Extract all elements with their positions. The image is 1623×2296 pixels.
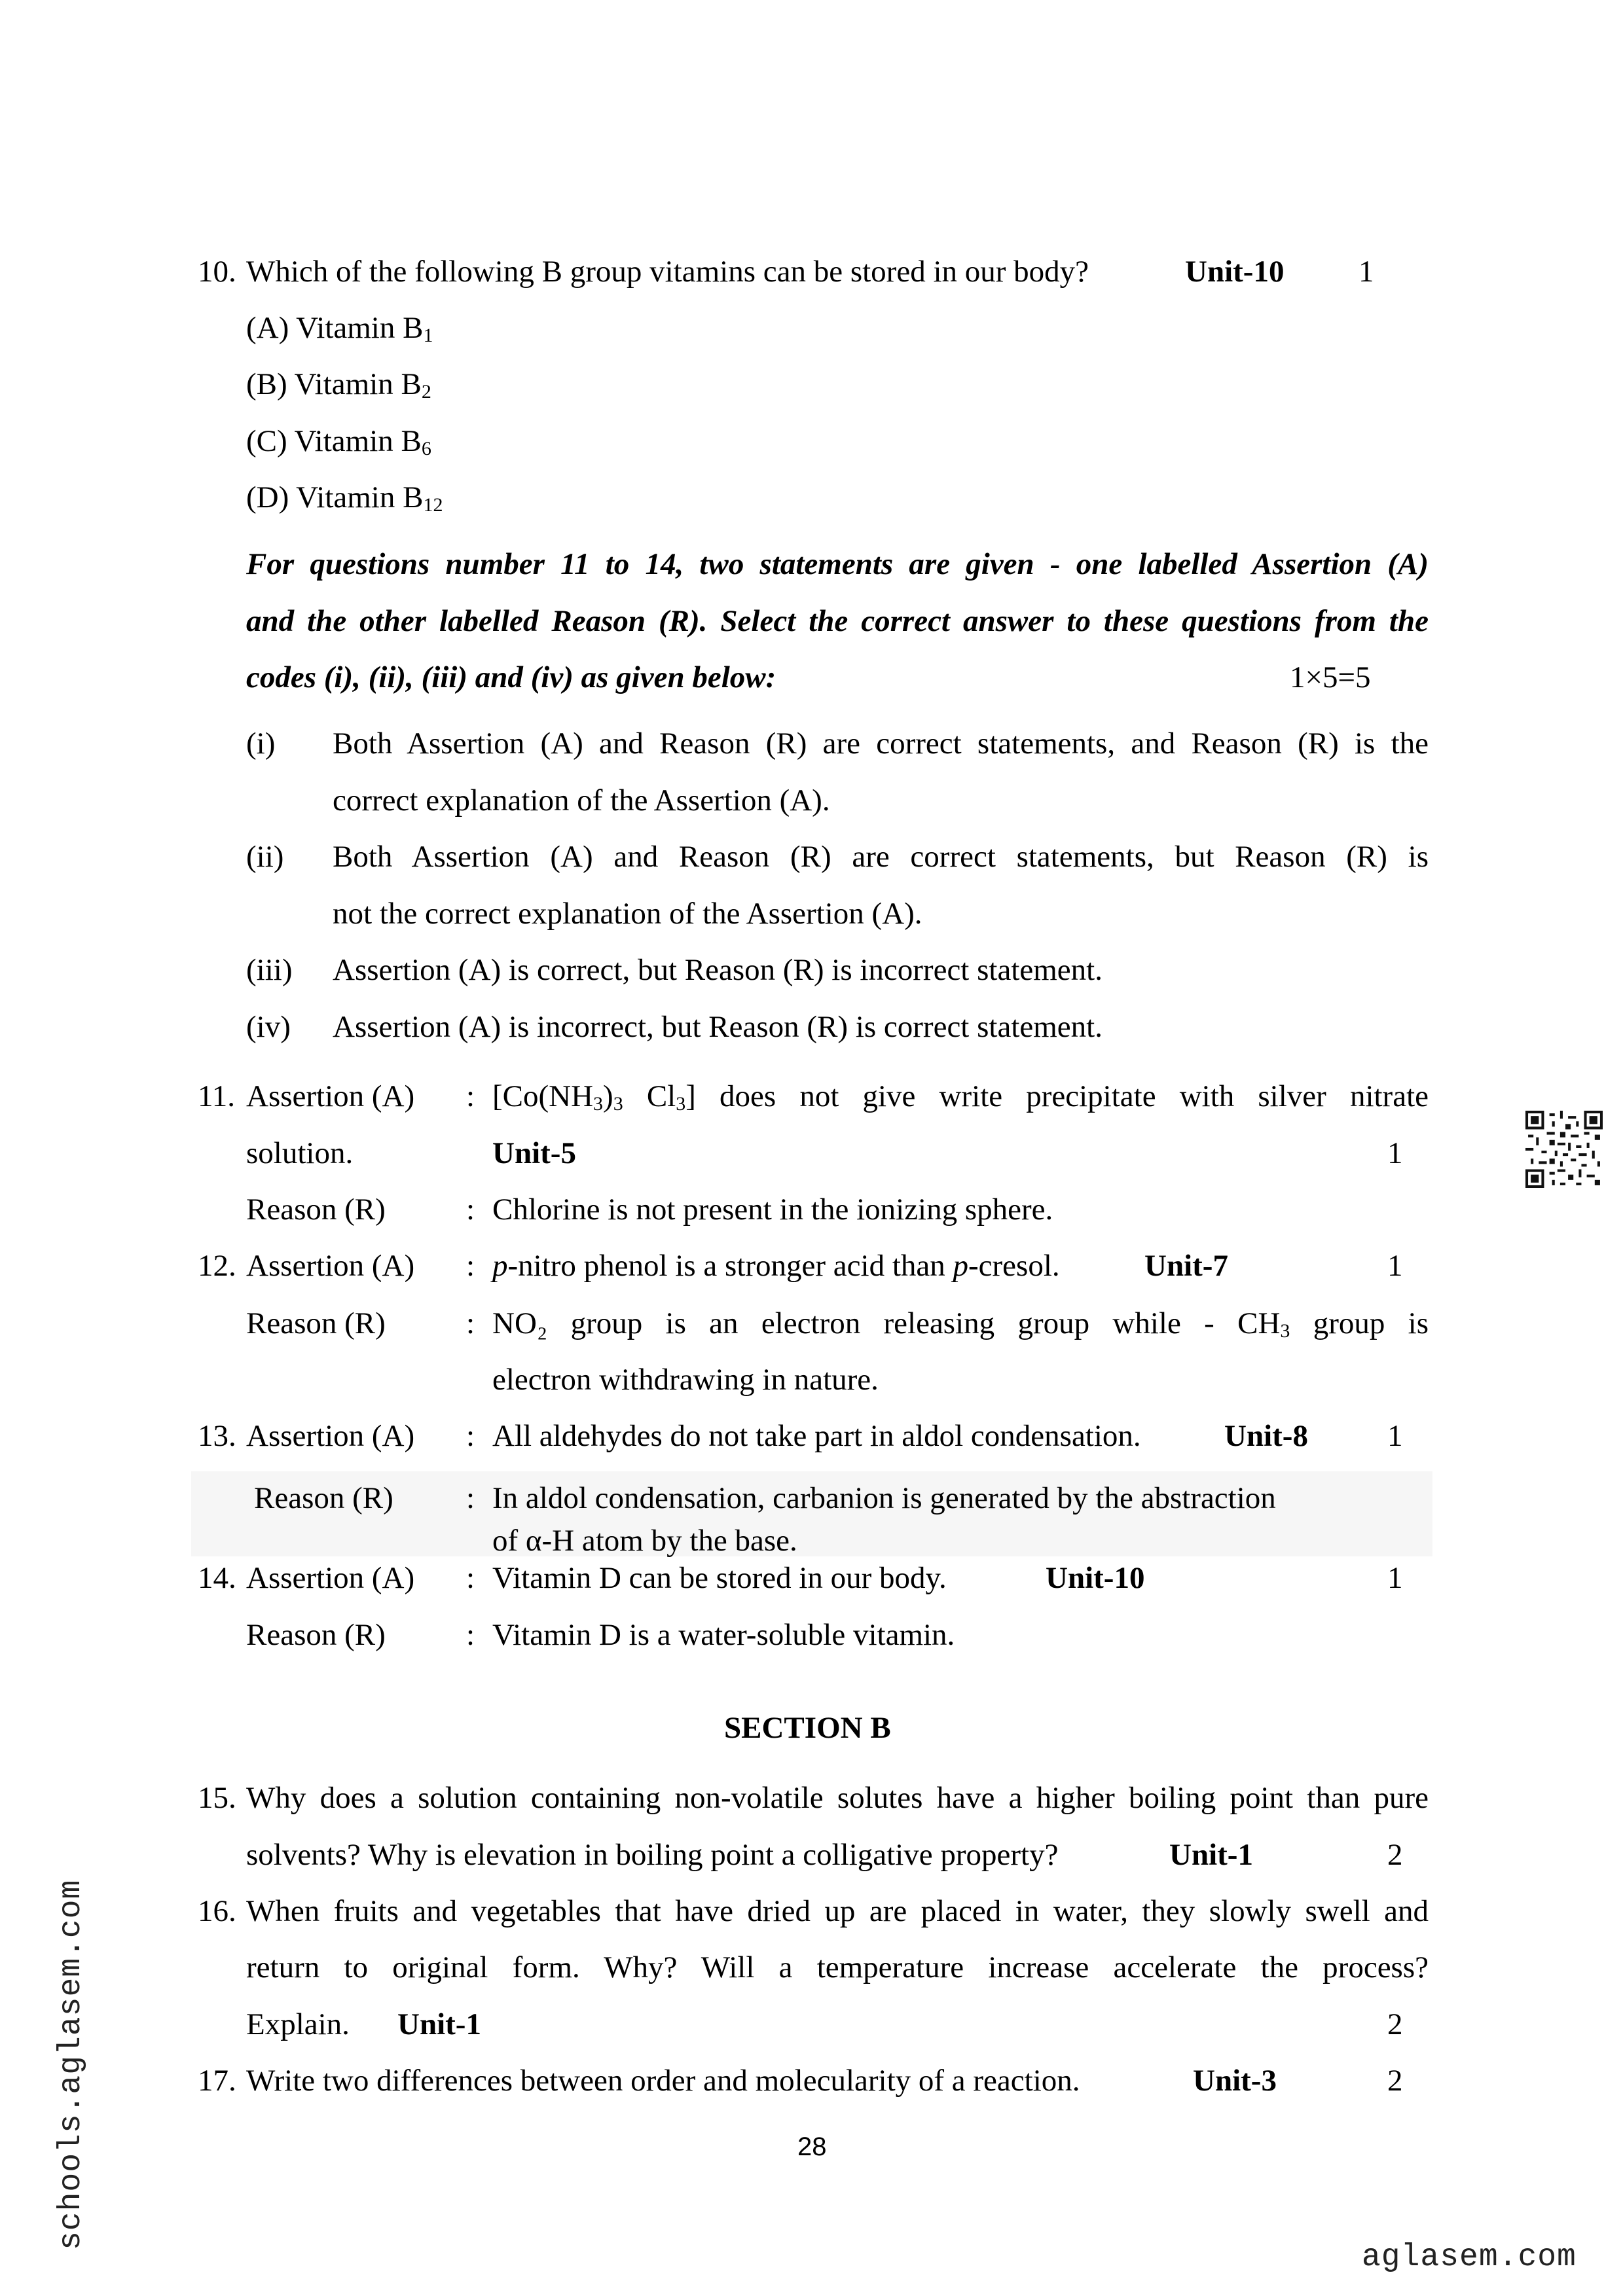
- q14-reason-label: Reason (R): [246, 1618, 386, 1652]
- q12-reason-line2: electron withdrawing in nature.: [492, 1363, 879, 1397]
- q11-assertion-colon: :: [466, 1079, 475, 1113]
- q17-marks: 2: [1387, 2064, 1403, 2098]
- q11-assertion-line2: solution.: [246, 1136, 354, 1170]
- code-i-number: (i): [246, 726, 276, 761]
- q16-line2: return to original form. Why? Will a temperature increase accelerate the process?: [246, 1950, 1429, 1984]
- q16-marks: 2: [1387, 2007, 1403, 2041]
- q17-text: Write two differences between order and molecularity of a reaction.: [246, 2064, 1080, 2098]
- q14-assertion-text: Vitamin D can be stored in our body.: [492, 1561, 947, 1595]
- code-iii-number: (iii): [246, 953, 293, 987]
- code-iv-line1: Assertion (A) is incorrect, but Reason (R) is correct statement.: [333, 1010, 1103, 1044]
- instructions-line1: For questions number 11 to 14, two statements are given - one labelled Assertion (A): [246, 547, 1429, 581]
- instructions-line3: codes (i), (ii), (iii) and (iv) as given below:: [246, 660, 776, 694]
- q15-line1: Why does a solution containing non-volatile solutes have a higher boiling point than pure: [246, 1781, 1429, 1815]
- code-ii-line2: not the correct explanation of the Assertion (A).: [333, 897, 922, 931]
- q12-assertion-text: p-nitro phenol is a stronger acid than p-cresol.: [492, 1249, 1060, 1283]
- q11-number: 11.: [198, 1079, 236, 1113]
- code-iii-line1: Assertion (A) is correct, but Reason (R) is incorrect statement.: [333, 953, 1103, 987]
- q10-option-a: (A) Vitamin $B_1$: [246, 311, 433, 346]
- q14-assertion-label: Assertion (A): [246, 1561, 415, 1595]
- q15-unit: Unit-1: [1169, 1838, 1253, 1872]
- instructions-marks: 1×5=5: [1290, 660, 1371, 694]
- q14-number: 14.: [198, 1561, 236, 1595]
- q12-unit: Unit-7: [1144, 1249, 1228, 1283]
- code-iv-number: (iv): [246, 1010, 291, 1044]
- q11-assertion-text: [$Co(NH_3)_3$ $Cl_3$] does not give write precipitate with silver nitrate: [492, 1079, 1429, 1115]
- page-number: 28: [797, 2132, 827, 2161]
- q13-unit: Unit-8: [1224, 1419, 1308, 1453]
- q16-number: 16.: [198, 1894, 236, 1928]
- q17-number: 17.: [198, 2064, 236, 2098]
- q13-marks: 1: [1387, 1419, 1403, 1453]
- q11-reason-colon: :: [466, 1193, 475, 1227]
- instructions-line2: and the other labelled Reason (R). Select the correct answer to these questions from the: [246, 604, 1429, 638]
- q13-reason-line2: of α-H atom by the base.: [492, 1524, 797, 1558]
- q11-reason-text: Chlorine is not present in the ionizing sphere.: [492, 1193, 1053, 1227]
- q16-unit: Unit-1: [397, 2007, 481, 2041]
- q11-assertion-label: Assertion (A): [246, 1079, 415, 1113]
- q16-line3: Explain.: [246, 2007, 350, 2041]
- q13-assertion-colon: :: [466, 1419, 475, 1453]
- q10-number: 10.: [198, 255, 236, 289]
- q12-assertion-label: Assertion (A): [246, 1249, 415, 1283]
- q11-marks: 1: [1387, 1136, 1403, 1170]
- q10-option-d: (D) Vitamin $B_{12}$: [246, 480, 443, 516]
- watermark-side: schools.aglasem.com: [54, 1879, 89, 2250]
- q13-number: 13.: [198, 1419, 236, 1453]
- qr-code-icon: [1525, 1111, 1603, 1188]
- q12-assertion-colon: :: [466, 1249, 475, 1283]
- q13-assertion-text: All aldehydes do not take part in aldol condensation.: [492, 1419, 1141, 1453]
- section-b-heading: SECTION B: [724, 1711, 891, 1745]
- code-ii-number: (ii): [246, 840, 284, 874]
- q11-reason-label: Reason (R): [246, 1193, 386, 1227]
- q11-unit: Unit-5: [492, 1136, 576, 1170]
- q15-line2: solvents? Why is elevation in boiling point a colligative property?: [246, 1838, 1059, 1872]
- q12-number: 12.: [198, 1249, 236, 1283]
- q16-line1: When fruits and vegetables that have dried up are placed in water, they slowly swell and: [246, 1894, 1429, 1928]
- q14-reason-colon: :: [466, 1618, 475, 1652]
- q10-text: Which of the following B group vitamins can be stored in our body?: [246, 255, 1089, 289]
- watermark-bottom: aglasem.com: [1362, 2240, 1577, 2275]
- q14-marks: 1: [1387, 1561, 1403, 1595]
- q13-reason-colon: :: [466, 1481, 475, 1515]
- code-i-line2: correct explanation of the Assertion (A).: [333, 783, 830, 817]
- q12-reason-text: NO₂ group is an electron releasing group while - $CH_3$ group is: [492, 1306, 1429, 1342]
- code-i-line1: Both Assertion (A) and Reason (R) are correct statements, and Reason (R) is the: [333, 726, 1429, 761]
- q12-marks: 1: [1387, 1249, 1403, 1283]
- q12-reason-colon: :: [466, 1306, 475, 1340]
- q13-reason-line1: In aldol condensation, carbanion is generated by the abstraction: [492, 1481, 1276, 1515]
- q10-option-c: (C) Vitamin $B_6$: [246, 424, 431, 459]
- q13-reason-label: Reason (R): [254, 1481, 393, 1515]
- q13-assertion-label: Assertion (A): [246, 1419, 415, 1453]
- q14-reason-text: Vitamin D is a water-soluble vitamin.: [492, 1618, 955, 1652]
- code-ii-line1: Both Assertion (A) and Reason (R) are correct statements, but Reason (R) is: [333, 840, 1429, 874]
- q17-unit: Unit-3: [1193, 2064, 1277, 2098]
- q10-unit: Unit-10: [1185, 255, 1285, 289]
- q10-option-b: (B) Vitamin $B_2$: [246, 367, 431, 403]
- q10-marks: 1: [1359, 255, 1374, 289]
- q15-marks: 2: [1387, 1838, 1403, 1872]
- q12-reason-label: Reason (R): [246, 1306, 386, 1340]
- q15-number: 15.: [198, 1781, 236, 1815]
- q14-unit: Unit-10: [1046, 1561, 1145, 1595]
- q14-assertion-colon: :: [466, 1561, 475, 1595]
